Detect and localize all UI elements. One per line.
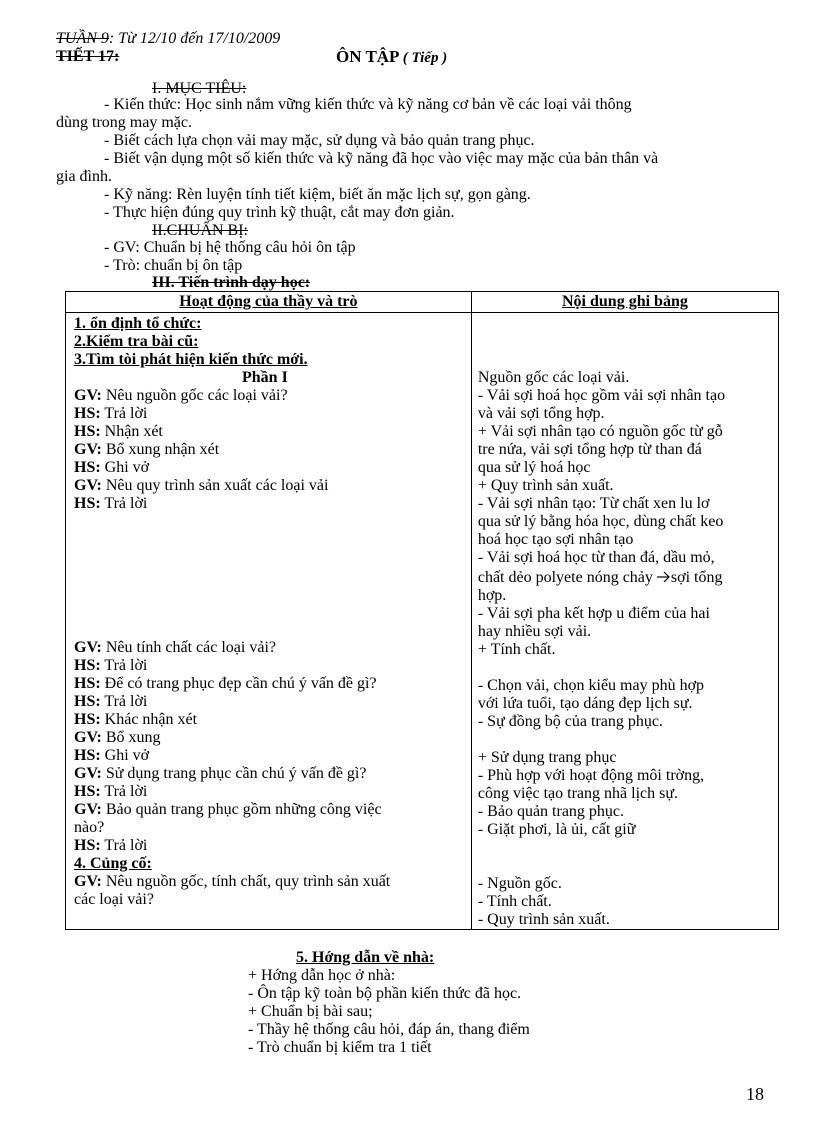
dialogue-line: HS: Trả lời [74, 657, 148, 674]
homework-line: - Ôn tập kỹ toàn bộ phần kiến thức đã học. [248, 985, 522, 1002]
dialogue-line: GV: Bảo quản trang phục gồm những công việc [74, 801, 382, 818]
homework-heading: 5. Hớng dẫn về nhà: [296, 949, 435, 966]
board-line: qua sử lý hoá học [477, 459, 591, 476]
preparation-heading: II.CHUẨN BỊ: [152, 222, 248, 239]
board-line: - Vải sợi hoá học từ than đá, dầu mỏ, [477, 549, 715, 566]
board-line: hay nhiều sợi vải. [477, 623, 592, 640]
dialogue-line: GV: Nêu tính chất các loại vải? [74, 639, 276, 656]
dialogue-line: các loại vải? [74, 891, 154, 908]
objective-line: - Thực hiện đúng quy trình kỹ thuật, cắt may đơn giản. [104, 204, 455, 221]
preparation-line: - GV: Chuẩn bị hệ thống câu hỏi ôn tập [104, 239, 356, 256]
dialogue-line: HS: Để có trang phục đẹp cần chú ý vấn đề gì? [74, 675, 377, 692]
dialogue-line: HS: Trả lời [74, 405, 148, 422]
section-label: 2.Kiểm tra bài cũ: [74, 333, 199, 350]
page-title [336, 48, 447, 67]
section-label: 1. ổn định tổ chức: [74, 315, 202, 332]
page-number: 18 [746, 1084, 764, 1104]
section-label: 3.Tìm tòi phát hiện kiến thức mới. [74, 351, 308, 368]
board-line: với lứa tuổi, tạo dáng đẹp lịch sự. [477, 695, 693, 712]
dialogue-line: HS: Trả lời [74, 693, 148, 710]
dialogue-line: HS: Trả lời [74, 783, 148, 800]
week-label: TUẦN 9 [56, 30, 109, 47]
board-line: - Phù hợp với hoạt động môi trờng, [477, 767, 705, 784]
board-line: qua sử lý bằng hóa học, dùng chất keo [477, 513, 724, 530]
dialogue-line: nào? [74, 819, 105, 836]
board-line: - Vải sợi hoá học gồm vải sợi nhân tạo [477, 387, 726, 404]
dialogue-line: HS: Nhận xét [74, 423, 163, 440]
objectives-heading: I. MỤC TIÊU: [152, 80, 247, 97]
board-content-column [471, 313, 778, 930]
board-line: chất dẻo polyete nóng chảy sợi tổng [477, 569, 723, 586]
board-line: - Chọn vải, chọn kiểu may phù hợp [477, 677, 705, 694]
dialogue-line: GV: Sử dụng trang phục cần chú ý vấn đề gì? [74, 765, 367, 782]
board-line: - Nguồn gốc. [477, 875, 562, 892]
homework-line: - Trò chuẩn bị kiểm tra 1 tiết [248, 1039, 432, 1056]
board-line: và vải sợi tổng hợp. [477, 405, 605, 422]
homework-line: + Hớng dẫn học ở nhà: [248, 967, 396, 984]
lesson-table [65, 291, 779, 930]
board-line: - Vải sợi nhân tạo: Từ chất xen lu lơ [477, 495, 710, 512]
table-header-right: Nội dung ghi bảng [471, 292, 778, 313]
homework-line: + Chuẩn bị bài sau; [248, 1003, 373, 1020]
objective-line: - Biết vận dụng một số kiến thức và kỹ năng đã học vào việc may mặc của bản thân và [104, 150, 659, 167]
title-sub: ( Tiếp ) [402, 50, 448, 66]
title-main: ÔN TẬP [336, 47, 399, 66]
objective-line: dùng trong may mặc. [56, 114, 192, 131]
objective-line: gia đình. [56, 168, 112, 185]
objective-line: - Biết cách lựa chọn vải may mặc, sử dụng và bảo quản trang phục. [104, 132, 535, 149]
objective-line: - Kiến thức: Học sinh nắm vững kiến thức và kỹ năng cơ bản về các loại vải thông [104, 96, 632, 113]
board-line: + Tính chất. [477, 641, 556, 658]
dialogue-line: GV: Nêu nguồn gốc, tính chất, quy trình sản xuất [74, 873, 391, 890]
dialogue-line: GV: Bổ xung [74, 729, 161, 746]
board-line: - Vải sợi pha kết hợp u điểm của hai [477, 605, 710, 622]
dialogue-line: HS: Trả lời [74, 837, 148, 854]
table-header-left: Hoạt động của thầy và trò [66, 292, 472, 313]
preparation-line: - Trò: chuẩn bị ôn tập [104, 257, 243, 274]
board-line: Nguồn gốc các loại vải. [477, 369, 630, 386]
objective-line: - Kỹ năng: Rèn luyện tính tiết kiệm, biết ăn mặc lịch sự, gọn gàng. [104, 186, 531, 203]
homework-line: - Thầy hệ thống câu hỏi, đáp án, thang điểm [248, 1021, 530, 1038]
teacher-student-column [66, 313, 472, 930]
board-line: hợp. [477, 587, 507, 604]
board-line: + Vải sợi nhân tạo có nguồn gốc từ gỗ [477, 423, 723, 440]
process-heading: III. Tiến trình dạy học: [152, 274, 311, 291]
part-label: Phần I [242, 369, 288, 386]
board-line: - Bảo quản trang phục. [477, 803, 625, 820]
week-dates: : Từ 12/10 đến 17/10/2009 [108, 30, 281, 47]
board-line: tre nứa, vải sợi tổng hợp từ than đá [477, 441, 702, 458]
dialogue-line: GV: Nêu quy trình sản xuất các loại vải [74, 477, 329, 494]
board-line: công việc tạo trang nhã lịch sự. [477, 785, 679, 802]
right-arrow-icon [657, 571, 671, 583]
dialogue-line: HS: Khác nhận xét [74, 711, 198, 728]
board-line: - Quy trình sản xuất. [477, 911, 610, 928]
board-line: + Sử dụng trang phục [477, 749, 617, 766]
section-label: 4. Củng cố: [74, 855, 152, 872]
dialogue-line: HS: Ghi vở [74, 747, 150, 764]
period-label: TIẾT 17: [56, 48, 120, 65]
dialogue-line: HS: Ghi vở [74, 459, 150, 476]
board-line: - Giặt phơi, là ủi, cất giữ [477, 821, 636, 838]
dialogue-line: GV: Bổ xung nhận xét [74, 441, 220, 458]
board-line: + Quy trình sản xuất. [477, 477, 614, 494]
dialogue-line: GV: Nêu nguồn gốc các loại vải? [74, 387, 288, 404]
board-line: - Sự đồng bộ của trang phục. [477, 713, 663, 730]
board-line: hoá học tạo sợi nhân tạo [477, 531, 634, 548]
board-line: - Tính chất. [477, 893, 552, 910]
week-line [56, 30, 280, 48]
dialogue-line: HS: Trả lời [74, 495, 148, 512]
